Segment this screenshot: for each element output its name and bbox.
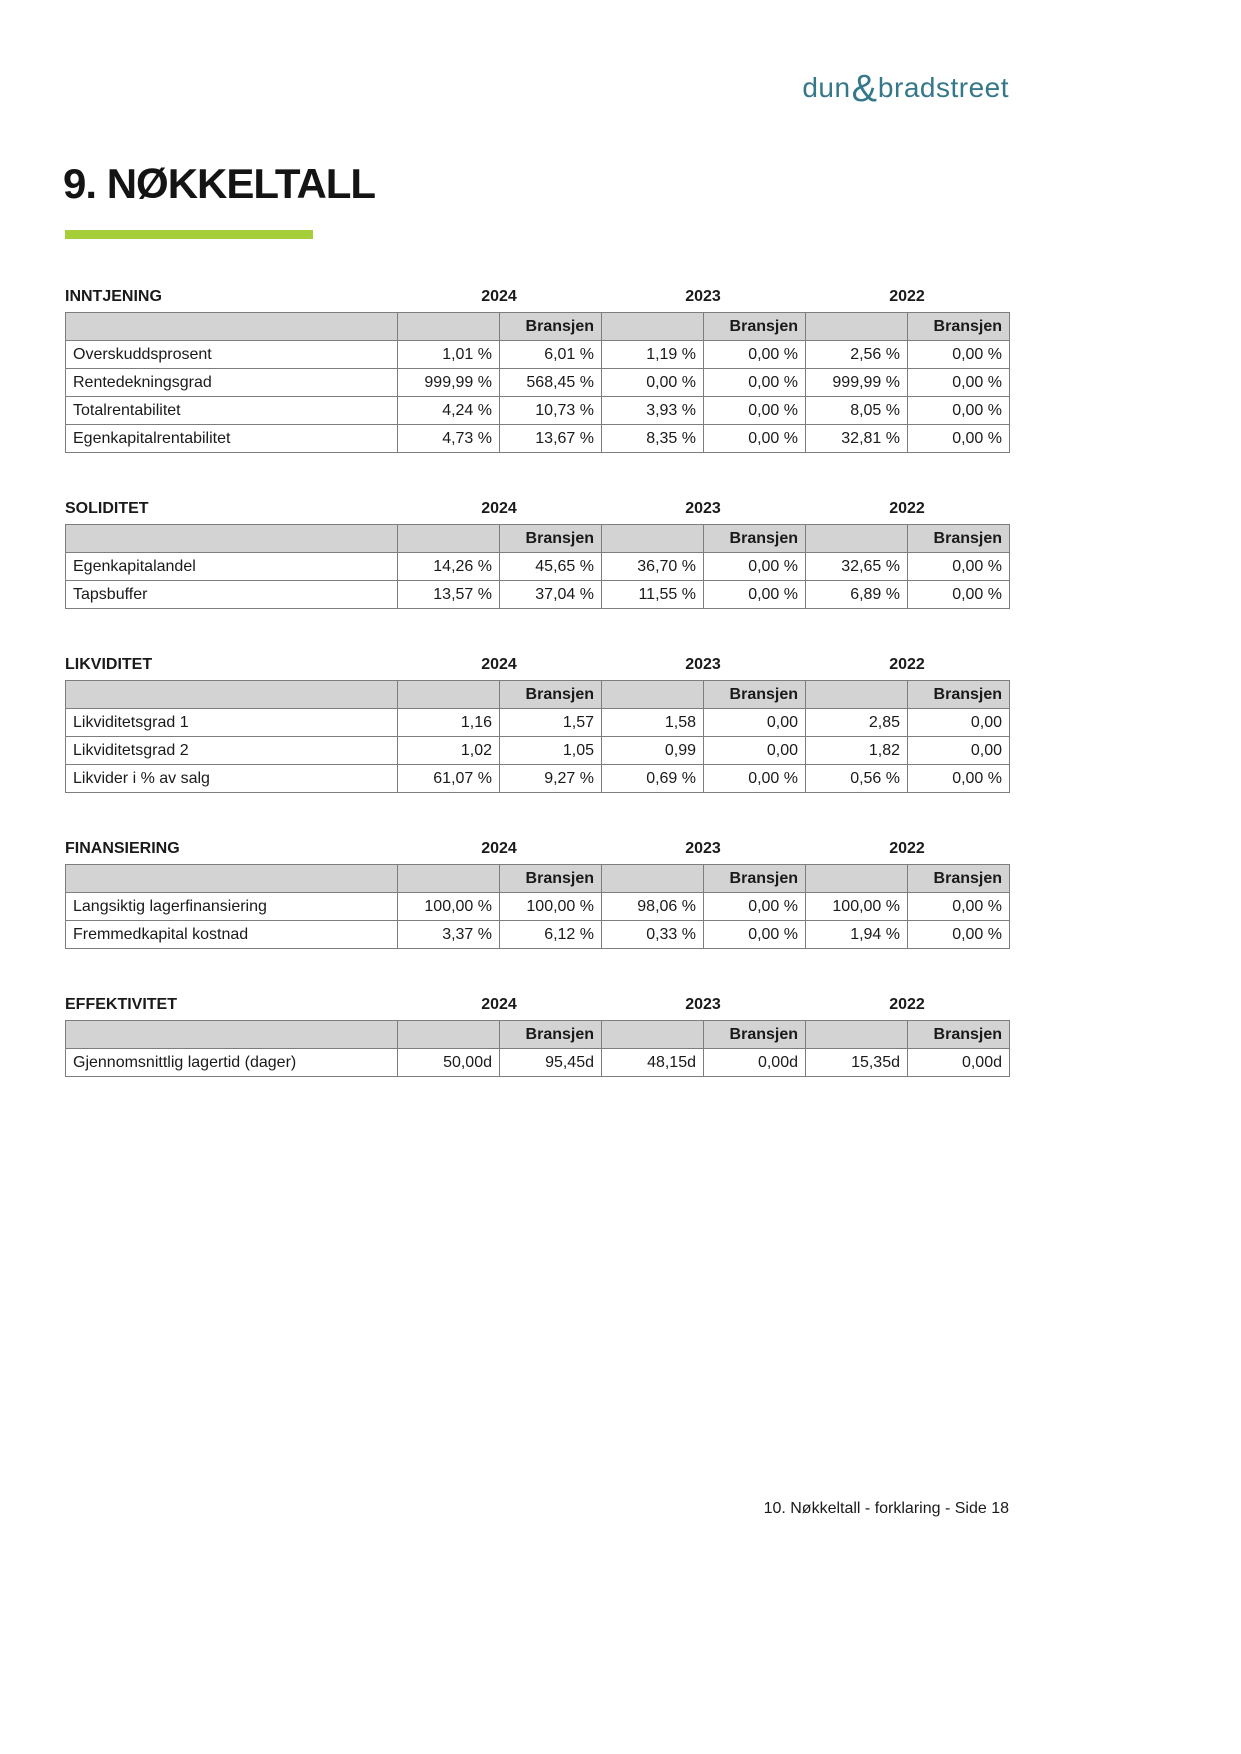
value-cell: 999,99 % (806, 369, 908, 397)
section-title: SOLIDITET (65, 500, 149, 517)
value-cell: 2,56 % (806, 341, 908, 369)
value-cell: 0,00 % (908, 553, 1010, 581)
value-cell: 37,04 % (500, 581, 602, 609)
value-cell: 0,00 (908, 709, 1010, 737)
year-label: 2022 (889, 500, 925, 517)
value-cell: 32,65 % (806, 553, 908, 581)
table-row (66, 893, 1010, 921)
bransjen-header-cell: Bransjen (908, 681, 1010, 709)
value-cell: 0,00 % (704, 581, 806, 609)
kpi-section (65, 656, 1009, 793)
header-empty-cell (66, 525, 398, 553)
value-cell: 0,00 % (908, 425, 1010, 453)
value-cell: 3,37 % (398, 921, 500, 949)
table-row (66, 765, 1010, 793)
table-row (66, 553, 1010, 581)
value-cell: 0,00 % (704, 341, 806, 369)
value-cell: 1,02 (398, 737, 500, 765)
year-label: 2022 (889, 656, 925, 673)
year-label: 2023 (685, 500, 721, 517)
header-empty-cell (66, 681, 398, 709)
value-cell: 2,85 (806, 709, 908, 737)
header-empty-cell (66, 313, 398, 341)
bransjen-header-cell: Bransjen (704, 681, 806, 709)
year-label: 2023 (685, 656, 721, 673)
value-cell: 10,73 % (500, 397, 602, 425)
header-empty-cell (66, 865, 398, 893)
table-header-row (66, 865, 1010, 893)
bransjen-header-cell: Bransjen (500, 313, 602, 341)
value-cell: 0,56 % (806, 765, 908, 793)
table-header-row (66, 313, 1010, 341)
value-cell: 0,69 % (602, 765, 704, 793)
kpi-section (65, 996, 1009, 1077)
value-header-cell (398, 865, 500, 893)
table-header-row (66, 681, 1010, 709)
value-header-cell (602, 313, 704, 341)
value-cell: 95,45d (500, 1049, 602, 1077)
bransjen-header-cell: Bransjen (908, 313, 1010, 341)
value-header-cell (602, 865, 704, 893)
row-label: Likviditetsgrad 2 (66, 737, 398, 765)
table-row (66, 737, 1010, 765)
year-label: 2022 (889, 996, 925, 1013)
year-row (65, 996, 1009, 1014)
value-cell: 8,35 % (602, 425, 704, 453)
value-cell: 0,00 (704, 737, 806, 765)
year-label: 2023 (685, 288, 721, 305)
value-header-cell (398, 313, 500, 341)
value-header-cell (602, 525, 704, 553)
year-row (65, 656, 1009, 674)
year-label: 2022 (889, 288, 925, 305)
bransjen-header-cell: Bransjen (500, 525, 602, 553)
value-cell: 0,00 % (704, 893, 806, 921)
value-cell: 0,00 % (908, 341, 1010, 369)
row-label: Tapsbuffer (66, 581, 398, 609)
logo-ampersand-icon: & (851, 68, 877, 110)
dnb-logo (65, 68, 1009, 111)
section-title: LIKVIDITET (65, 656, 153, 673)
value-cell: 14,26 % (398, 553, 500, 581)
value-cell: 0,00d (908, 1049, 1010, 1077)
value-cell: 9,27 % (500, 765, 602, 793)
value-cell: 6,01 % (500, 341, 602, 369)
year-label: 2022 (889, 840, 925, 857)
table-header-row (66, 525, 1010, 553)
section-title: INNTJENING (65, 288, 162, 305)
value-cell: 0,00 % (704, 921, 806, 949)
kpi-table (65, 312, 1010, 453)
value-header-cell (806, 681, 908, 709)
value-header-cell (398, 525, 500, 553)
value-cell: 1,58 (602, 709, 704, 737)
bransjen-header-cell: Bransjen (704, 865, 806, 893)
table-row (66, 341, 1010, 369)
value-cell: 0,00 % (908, 893, 1010, 921)
value-header-cell (602, 681, 704, 709)
bransjen-header-cell: Bransjen (908, 865, 1010, 893)
value-cell: 61,07 % (398, 765, 500, 793)
page-footer: 10. Nøkkeltall - forklaring - Side 18 (763, 1500, 1009, 1517)
bransjen-header-cell: Bransjen (500, 1021, 602, 1049)
bransjen-header-cell: Bransjen (704, 1021, 806, 1049)
row-label: Likviditetsgrad 1 (66, 709, 398, 737)
table-row (66, 1049, 1010, 1077)
value-cell: 1,19 % (602, 341, 704, 369)
table-row (66, 425, 1010, 453)
value-cell: 0,00 % (704, 765, 806, 793)
kpi-section (65, 500, 1009, 609)
year-label: 2024 (481, 840, 517, 857)
table-row (66, 369, 1010, 397)
value-cell: 36,70 % (602, 553, 704, 581)
value-cell: 0,99 (602, 737, 704, 765)
value-cell: 4,73 % (398, 425, 500, 453)
year-label: 2024 (481, 656, 517, 673)
value-cell: 568,45 % (500, 369, 602, 397)
value-cell: 0,00 % (908, 765, 1010, 793)
bransjen-header-cell: Bransjen (704, 313, 806, 341)
bransjen-header-cell: Bransjen (704, 525, 806, 553)
value-cell: 100,00 % (398, 893, 500, 921)
value-cell: 45,65 % (500, 553, 602, 581)
logo-text-bradstreet: bradstreet (877, 72, 1009, 103)
table-header-row (66, 1021, 1010, 1049)
year-row (65, 840, 1009, 858)
value-header-cell (602, 1021, 704, 1049)
year-row (65, 500, 1009, 518)
row-label: Likvider i % av salg (66, 765, 398, 793)
tables-area (65, 288, 1009, 1124)
value-cell: 999,99 % (398, 369, 500, 397)
value-cell: 0,00 % (602, 369, 704, 397)
bransjen-header-cell: Bransjen (500, 865, 602, 893)
table-row (66, 397, 1010, 425)
section-title: EFFEKTIVITET (65, 996, 177, 1013)
value-cell: 1,01 % (398, 341, 500, 369)
kpi-table (65, 864, 1010, 949)
value-cell: 6,89 % (806, 581, 908, 609)
value-cell: 100,00 % (806, 893, 908, 921)
value-cell: 0,00d (704, 1049, 806, 1077)
value-cell: 1,05 (500, 737, 602, 765)
value-cell: 0,00 % (908, 921, 1010, 949)
kpi-section (65, 288, 1009, 453)
row-label: Totalrentabilitet (66, 397, 398, 425)
value-cell: 1,82 (806, 737, 908, 765)
value-cell: 0,00 % (704, 553, 806, 581)
value-header-cell (398, 1021, 500, 1049)
year-label: 2024 (481, 996, 517, 1013)
value-cell: 0,00 % (908, 369, 1010, 397)
value-cell: 6,12 % (500, 921, 602, 949)
year-label: 2024 (481, 500, 517, 517)
kpi-section (65, 840, 1009, 949)
value-cell: 11,55 % (602, 581, 704, 609)
value-cell: 50,00d (398, 1049, 500, 1077)
kpi-table (65, 524, 1010, 609)
page-title: 9. NØKKELTALL (63, 160, 376, 207)
table-row (66, 709, 1010, 737)
year-label: 2023 (685, 996, 721, 1013)
year-label: 2024 (481, 288, 517, 305)
logo-text-dun: dun (802, 72, 851, 103)
year-row (65, 288, 1009, 306)
value-cell: 0,33 % (602, 921, 704, 949)
value-cell: 0,00 % (704, 397, 806, 425)
row-label: Gjennomsnittlig lagertid (dager) (66, 1049, 398, 1077)
value-cell: 0,00 % (908, 397, 1010, 425)
value-cell: 1,16 (398, 709, 500, 737)
value-cell: 0,00 % (704, 425, 806, 453)
value-header-cell (806, 865, 908, 893)
title-accent-bar (65, 230, 313, 239)
value-cell: 1,57 (500, 709, 602, 737)
value-cell: 100,00 % (500, 893, 602, 921)
value-cell: 13,67 % (500, 425, 602, 453)
value-cell: 1,94 % (806, 921, 908, 949)
header-empty-cell (66, 1021, 398, 1049)
section-title: FINANSIERING (65, 840, 180, 857)
row-label: Fremmedkapital kostnad (66, 921, 398, 949)
row-label: Egenkapitalandel (66, 553, 398, 581)
value-header-cell (398, 681, 500, 709)
value-cell: 32,81 % (806, 425, 908, 453)
bransjen-header-cell: Bransjen (908, 525, 1010, 553)
value-header-cell (806, 525, 908, 553)
row-label: Overskuddsprosent (66, 341, 398, 369)
value-cell: 0,00 (704, 709, 806, 737)
bransjen-header-cell: Bransjen (500, 681, 602, 709)
bransjen-header-cell: Bransjen (908, 1021, 1010, 1049)
value-cell: 98,06 % (602, 893, 704, 921)
value-cell: 13,57 % (398, 581, 500, 609)
kpi-table (65, 680, 1010, 793)
kpi-table (65, 1020, 1010, 1077)
value-cell: 48,15d (602, 1049, 704, 1077)
row-label: Egenkapitalrentabilitet (66, 425, 398, 453)
value-cell: 15,35d (806, 1049, 908, 1077)
value-header-cell (806, 1021, 908, 1049)
value-cell: 0,00 % (704, 369, 806, 397)
value-cell: 0,00 % (908, 581, 1010, 609)
value-cell: 4,24 % (398, 397, 500, 425)
value-cell: 8,05 % (806, 397, 908, 425)
value-cell: 3,93 % (602, 397, 704, 425)
row-label: Langsiktig lagerfinansiering (66, 893, 398, 921)
value-cell: 0,00 (908, 737, 1010, 765)
value-header-cell (806, 313, 908, 341)
table-row (66, 921, 1010, 949)
row-label: Rentedekningsgrad (66, 369, 398, 397)
table-row (66, 581, 1010, 609)
year-label: 2023 (685, 840, 721, 857)
